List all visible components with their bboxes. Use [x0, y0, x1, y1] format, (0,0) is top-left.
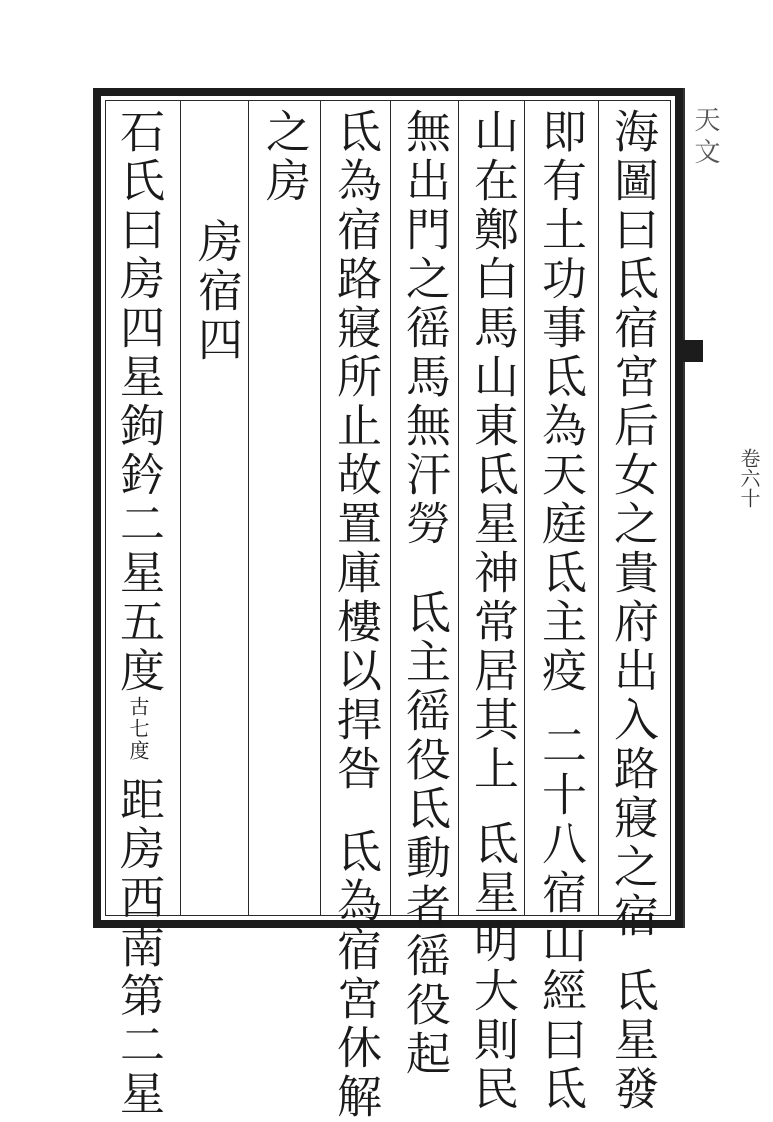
column-text-tail: 氐為宿宮休解: [329, 828, 382, 1122]
column-text: 無出門之徭馬無汗勞: [398, 108, 451, 549]
column-text-tail: 氐星明大則民: [466, 820, 519, 1114]
column-text: 氐為宿路寢所止故置庫樓以捍咎: [329, 108, 382, 794]
column-rule: [598, 100, 599, 916]
annotation-note-left: 度: [126, 740, 150, 762]
column-rule: [180, 100, 181, 916]
column-text: 海圖曰氐宿宮后女之貴府出入路寢之宿: [606, 108, 659, 941]
column-rule: [458, 100, 459, 916]
text-column-8: [112, 108, 165, 1119]
text-column-6: [258, 108, 311, 206]
text-column-5: [329, 108, 382, 1122]
column-rule: [390, 100, 391, 916]
column-text-tail: 二十八宿山經曰氐: [534, 722, 587, 1114]
column-rule: [524, 100, 525, 916]
column-text: 石氏曰房四星鉤鈐二星五度: [112, 108, 165, 696]
edge-rule: [683, 88, 685, 928]
text-column-7: [190, 218, 243, 365]
text-column-2: [534, 108, 587, 1114]
text-column-1: [606, 108, 659, 1114]
text-column-4: [398, 108, 451, 1079]
column-rule: [248, 100, 249, 916]
column-text: 山在鄭白馬山東氐星神常居其上: [466, 108, 519, 794]
column-text: 房宿四: [190, 218, 243, 365]
text-column-3: [466, 108, 519, 1114]
column-text: 之房: [258, 108, 311, 206]
column-text: 即有土功事氐為天庭氐主疫: [534, 108, 587, 696]
column-text-tail: 氐主徭役氐動者徭役起: [398, 589, 451, 1079]
edge-title: 天文: [690, 106, 720, 170]
column-rule: [320, 100, 321, 916]
annotation-note-right: 古七: [126, 696, 150, 740]
column-text-tail: 距房西南第二星: [112, 776, 165, 1119]
fishtail-mark-icon: [683, 340, 703, 362]
juan-number: 卷六十: [737, 448, 761, 508]
page-fold-edge: [683, 88, 773, 928]
column-text-tail: 氐星發: [606, 967, 659, 1114]
